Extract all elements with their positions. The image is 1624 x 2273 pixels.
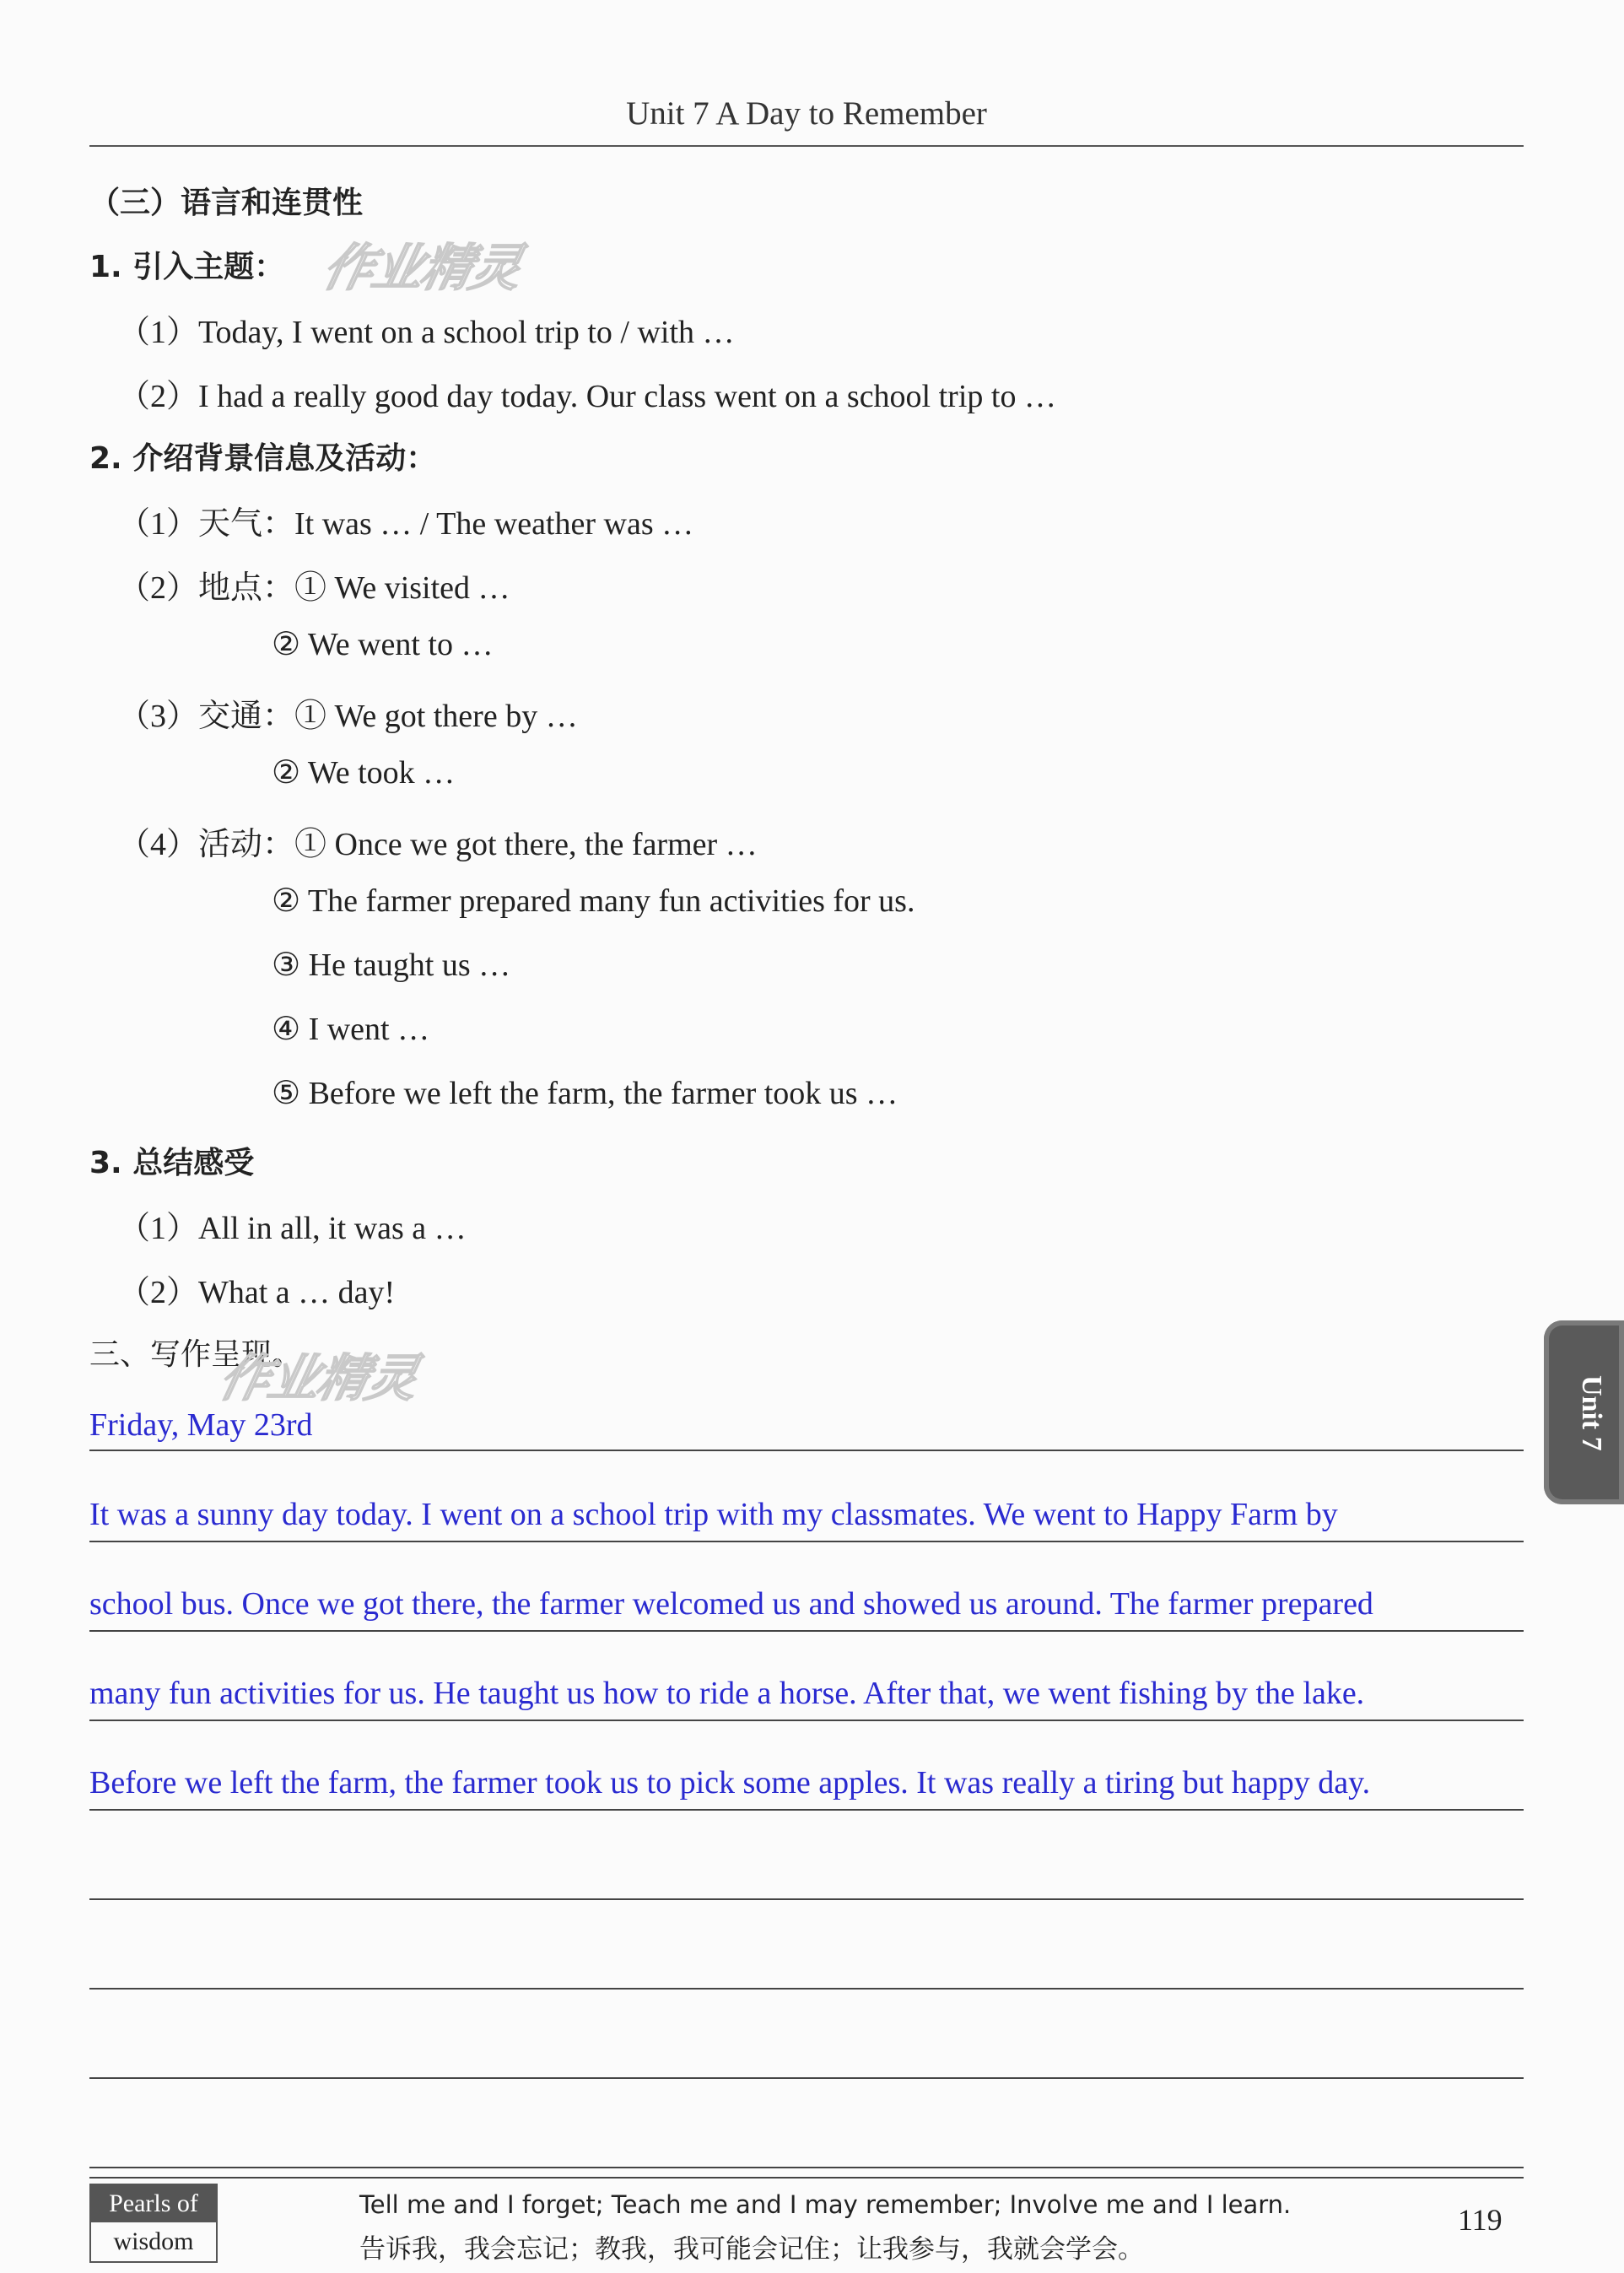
pearls-label: Pearls of (91, 2185, 216, 2222)
quote-chinese: 告诉我，我会忘记；教我，我可能会记住；让我参与，我就会学会。 (359, 2234, 1144, 2265)
section-title: （三）语言和连贯性 (89, 186, 364, 220)
writing-rule (89, 1630, 1524, 1632)
part1-item: （2）I had a really good day today. Our class went on a school trip to … (118, 379, 1056, 414)
part1-item: （1）Today, I went on a school trip to / with … (118, 315, 735, 350)
writing-rule (89, 1720, 1524, 1721)
watermark-2: 作业精灵 (213, 1349, 423, 1408)
part3-heading: 3. 总结感受 (89, 1146, 255, 1180)
writing-rule (89, 1988, 1524, 1990)
footer-divider (89, 2177, 1524, 2179)
writing-rule (89, 2077, 1524, 2079)
writing-rule (89, 2167, 1524, 2168)
part2-item: （4）活动：① Once we got there, the farmer … (118, 827, 758, 862)
writing-line: It was a sunny day today. I went on a school trip with my classmates. We went to Happy Farm by (89, 1497, 1338, 1532)
pearls-of-wisdom-badge (89, 2184, 218, 2263)
watermark-1: 作业精灵 (317, 239, 526, 298)
writing-heading: 三、写作呈现。 (89, 1337, 303, 1372)
part2-subitem: ② We took … (272, 755, 456, 791)
writing-rule (89, 1809, 1524, 1811)
wisdom-label: wisdom (113, 2227, 194, 2255)
part2-heading: 2. 介绍背景信息及活动： (89, 441, 437, 476)
part2-subitem: ⑤ Before we left the farm, the farmer took us … (272, 1076, 898, 1111)
part1-heading: 1. 引入主题： (89, 250, 285, 284)
writing-rule (89, 1898, 1524, 1900)
writing-line: school bus. Once we got there, the farmer welcomed us and showed us around. The farmer prepared (89, 1586, 1373, 1622)
part2-item: （2）地点：① We visited … (118, 570, 510, 606)
part2-item: （3）交通：① We got there by … (118, 699, 578, 734)
page-number: 119 (1458, 2203, 1503, 2237)
writing-line: Before we left the farm, the farmer took us to pick some apples. It was really a tiring but happy day. (89, 1765, 1371, 1801)
writing-line: many fun activities for us. He taught us how to ride a horse. After that, we went fishing by the lake. (89, 1676, 1365, 1711)
part2-item: （1）天气：It was … / The weather was … (118, 506, 694, 542)
header-divider (89, 145, 1524, 147)
part2-subitem: ③ He taught us … (272, 948, 511, 983)
page-header: Unit 7 A Day to Remember (626, 95, 987, 132)
part2-subitem: ④ I went … (272, 1012, 430, 1047)
writing-date: Friday, May 23rd (89, 1407, 313, 1443)
part2-subitem: ② We went to … (272, 627, 494, 662)
part3-item: （1）All in all, it was a … (118, 1211, 467, 1246)
part2-subitem: ② The farmer prepared many fun activities for us. (272, 883, 915, 919)
writing-rule (89, 1541, 1524, 1542)
writing-rule (89, 1450, 1524, 1451)
part3-item: （2）What a … day! (118, 1275, 396, 1310)
unit-side-tab-label: Unit 7 (1576, 1375, 1607, 1451)
quote-english: Tell me and I forget; Teach me and I may remember; Involve me and I learn. (359, 2190, 1292, 2219)
